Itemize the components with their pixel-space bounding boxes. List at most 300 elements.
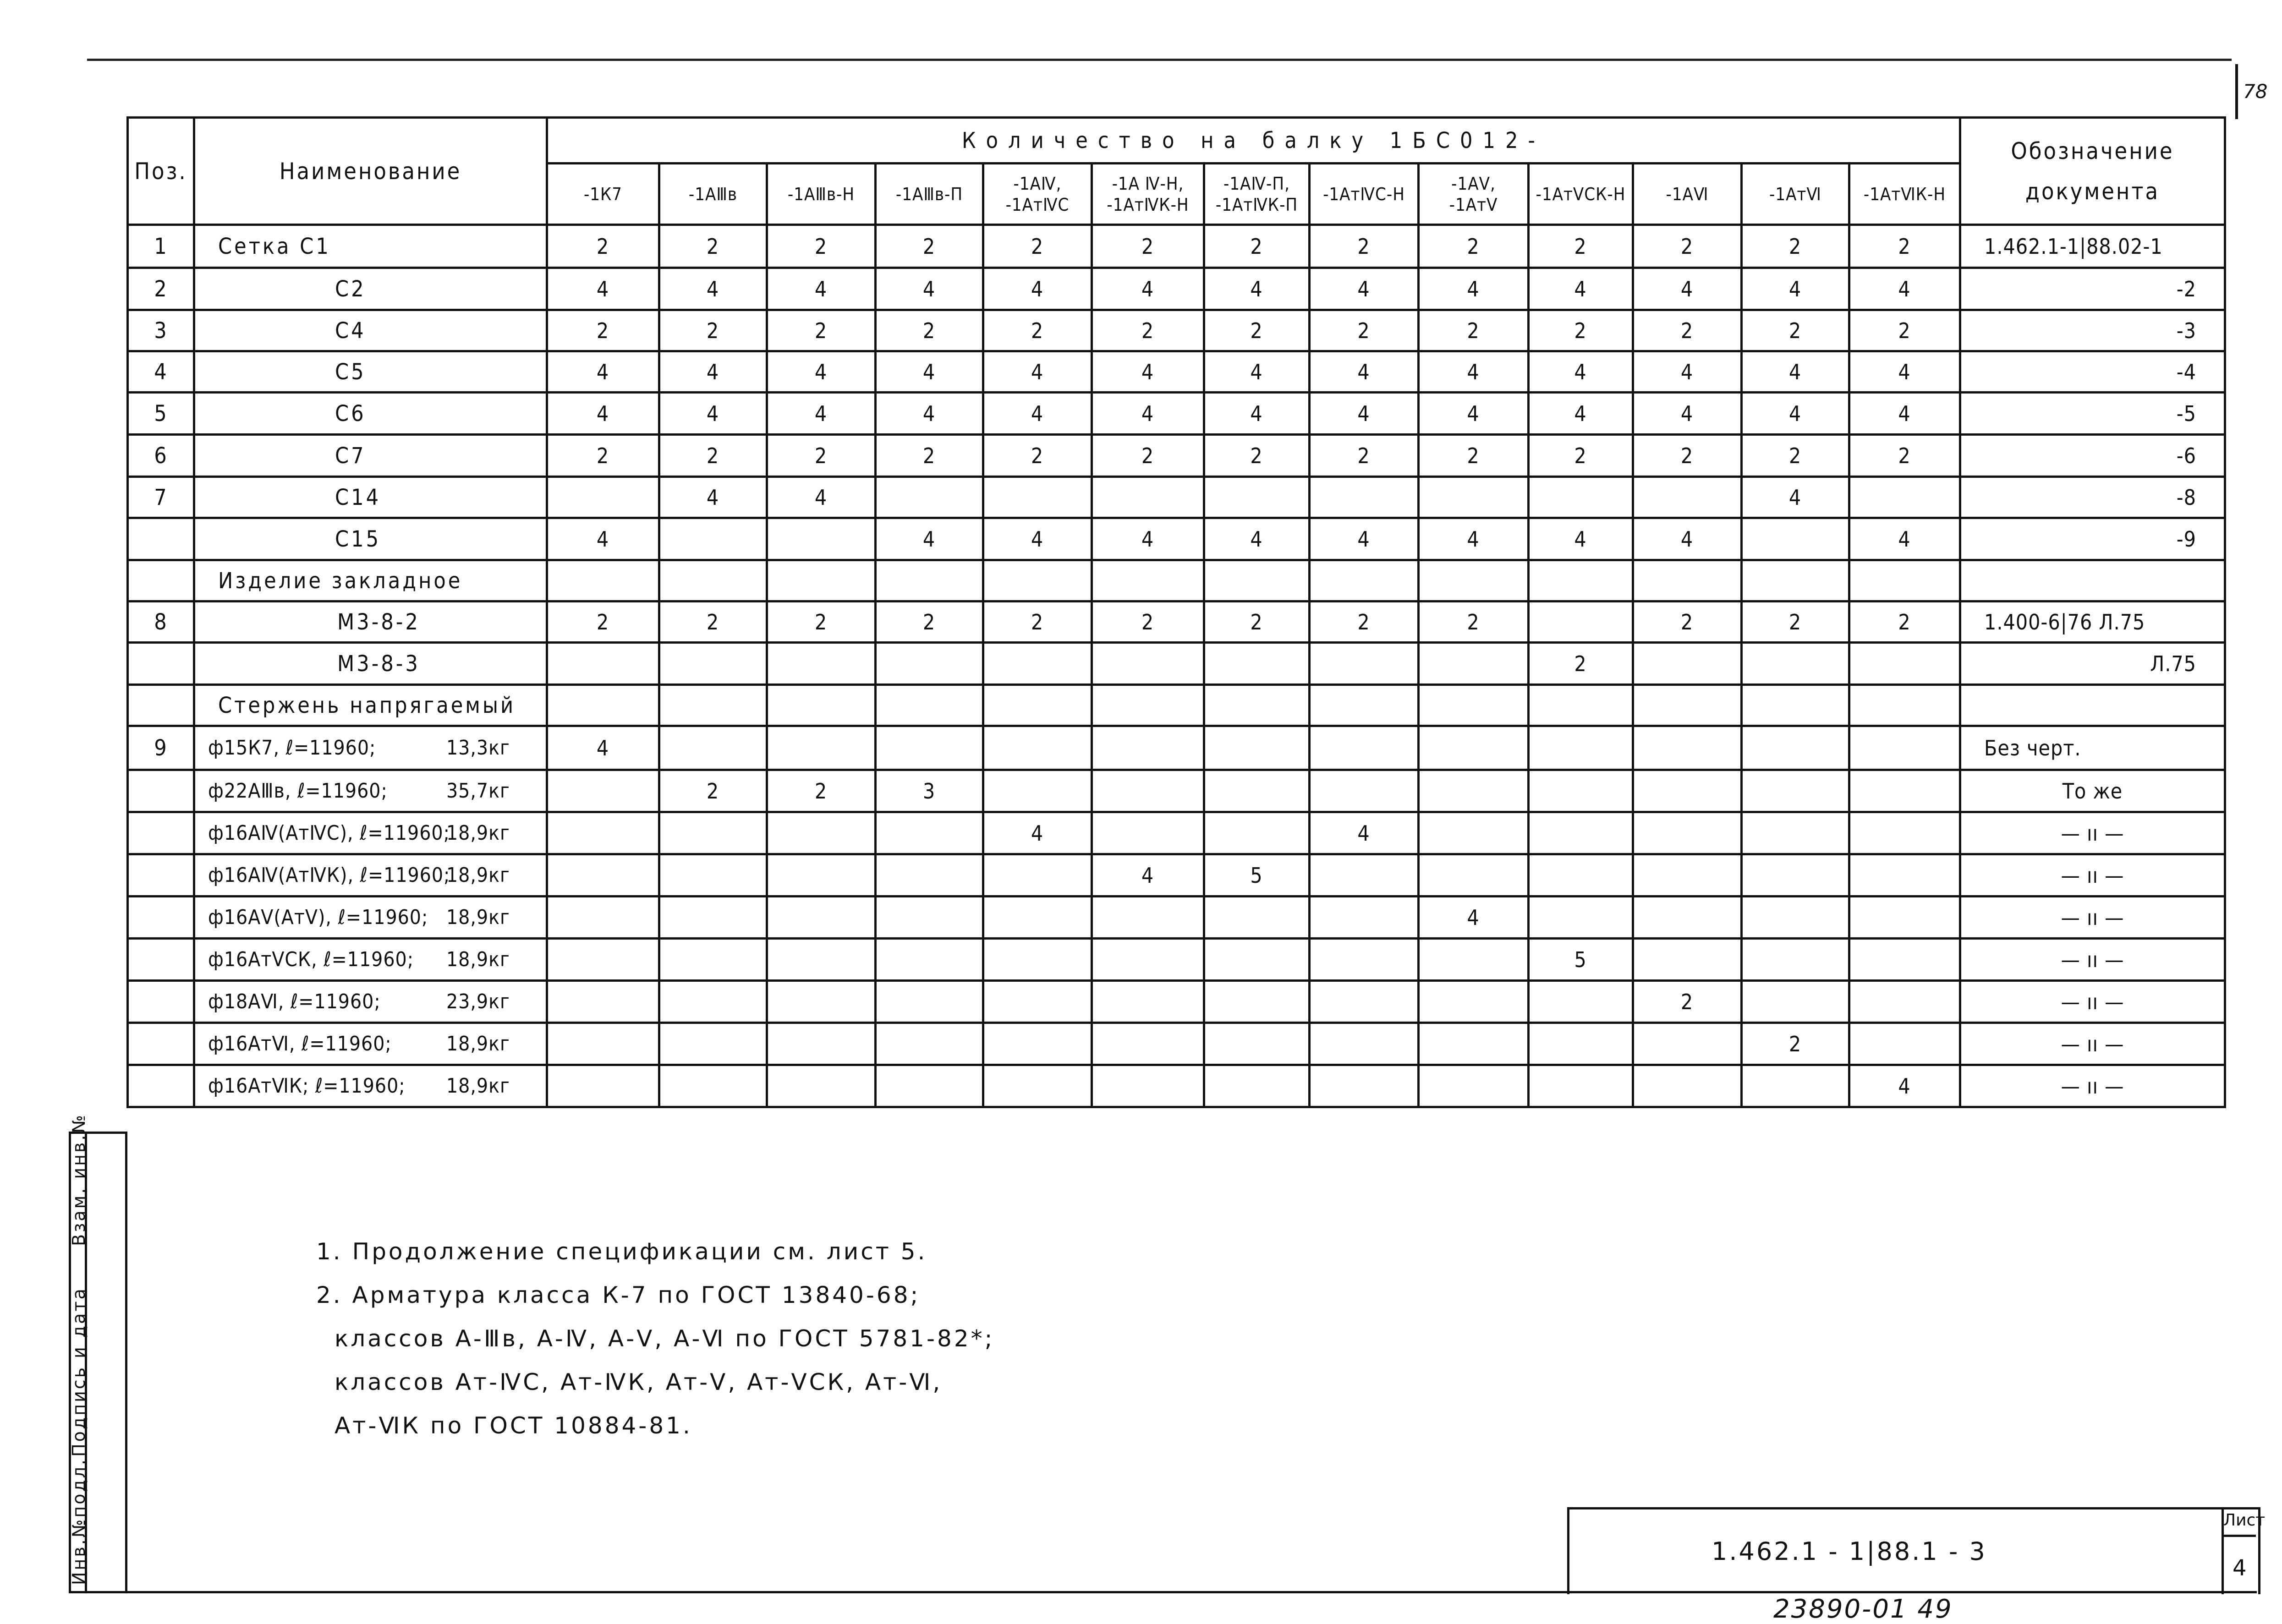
- qty-cell: 2: [1419, 225, 1529, 268]
- qty-cell: 2: [1092, 601, 1204, 643]
- qty-cell: 2: [1633, 225, 1742, 268]
- qty-cell: [1849, 726, 1960, 770]
- qty-cell: 2: [1849, 225, 1960, 268]
- qty-cell: [1310, 726, 1419, 770]
- table-row: [128, 1065, 2225, 1107]
- row-pos: [128, 1023, 194, 1065]
- table-row: [128, 981, 2225, 1023]
- qty-cell: 4: [1529, 518, 1633, 560]
- row-name: [194, 1065, 547, 1107]
- qty-cell: 2: [1419, 435, 1529, 477]
- row-name: [194, 770, 547, 812]
- qty-cell: 4: [1633, 268, 1742, 310]
- qty-cell: [876, 560, 983, 601]
- qty-cell: 4: [767, 268, 876, 310]
- qty-cell: [1092, 685, 1204, 726]
- row-pos: 9: [128, 726, 194, 770]
- row-pos: 4: [128, 351, 194, 393]
- row-name: М3-8-2: [194, 601, 547, 643]
- header-variant-line: -1АⅣ,: [1013, 173, 1062, 194]
- header-variant-line: -1АтⅣС: [1005, 194, 1070, 215]
- row-document: — ıı —: [1960, 854, 2225, 897]
- qty-cell: [983, 726, 1092, 770]
- table-row: [128, 435, 2225, 477]
- qty-cell: [1849, 643, 1960, 685]
- qty-cell: 2: [767, 225, 876, 268]
- qty-cell: [1849, 1023, 1960, 1065]
- header-variant-line: -1АтⅣС-Н: [1323, 184, 1405, 204]
- qty-cell: 2: [659, 601, 767, 643]
- qty-cell: [767, 939, 876, 981]
- qty-cell: 2: [1633, 601, 1742, 643]
- qty-cell: 2: [1204, 225, 1310, 268]
- header-variant-4: [876, 164, 983, 225]
- qty-cell: [659, 726, 767, 770]
- qty-cell: 2: [1204, 435, 1310, 477]
- qty-cell: [1849, 981, 1960, 1023]
- qty-cell: [1092, 812, 1204, 854]
- qty-cell: [767, 643, 876, 685]
- qty-cell: [1204, 939, 1310, 981]
- qty-cell: [1529, 981, 1633, 1023]
- qty-cell: [767, 518, 876, 560]
- bar-mass: 18,9кг: [446, 948, 510, 971]
- qty-cell: [1204, 812, 1310, 854]
- qty-cell: 2: [1529, 643, 1633, 685]
- qty-cell: 4: [1092, 518, 1204, 560]
- qty-cell: [983, 560, 1092, 601]
- row-name: [194, 726, 547, 770]
- qty-cell: 4: [1092, 351, 1204, 393]
- qty-cell: 4: [876, 393, 983, 435]
- header-variant-5: [983, 164, 1092, 225]
- qty-cell: [1849, 939, 1960, 981]
- row-document: 1.400-6|76 Л.75: [1960, 601, 2225, 643]
- qty-cell: 2: [1742, 225, 1849, 268]
- note-2-line-4: Ат-ⅥК по ГОСТ 10884-81.: [335, 1412, 692, 1439]
- qty-cell: [547, 939, 659, 981]
- header-variant-8: [1310, 164, 1419, 225]
- header-variant-1: [547, 164, 659, 225]
- row-name: С5: [194, 351, 547, 393]
- qty-cell: [1419, 726, 1529, 770]
- header-variant-12: [1742, 164, 1849, 225]
- qty-cell: [1419, 981, 1529, 1023]
- notes-block: [316, 1230, 995, 1448]
- document-code: 1.462.1 - 1|88.1 - 3: [1712, 1537, 1987, 1566]
- qty-cell: 3: [876, 770, 983, 812]
- row-document: -6: [1960, 435, 2225, 477]
- qty-cell: [1742, 981, 1849, 1023]
- row-name: С4: [194, 310, 547, 351]
- qty-cell: [1742, 897, 1849, 939]
- qty-cell: 4: [876, 518, 983, 560]
- table-row: [128, 351, 2225, 393]
- qty-cell: [1204, 477, 1310, 518]
- row-pos: 7: [128, 477, 194, 518]
- qty-cell: 2: [876, 601, 983, 643]
- qty-cell: 4: [1742, 351, 1849, 393]
- qty-cell: [876, 812, 983, 854]
- qty-cell: [1092, 560, 1204, 601]
- header-variant-13: [1849, 164, 1960, 225]
- qty-cell: 4: [1204, 268, 1310, 310]
- qty-cell: [1204, 1065, 1310, 1107]
- row-name: С6: [194, 393, 547, 435]
- table-row: [128, 477, 2225, 518]
- qty-cell: 2: [1310, 310, 1419, 351]
- qty-cell: 4: [1529, 268, 1633, 310]
- qty-cell: [547, 981, 659, 1023]
- qty-cell: [659, 1023, 767, 1065]
- qty-cell: [767, 897, 876, 939]
- qty-cell: [876, 981, 983, 1023]
- row-document: То же: [1960, 770, 2225, 812]
- header-variant-line: -1АⅣ-П,: [1223, 173, 1290, 194]
- row-pos: 8: [128, 601, 194, 643]
- specification-table: [126, 116, 2226, 1108]
- qty-cell: [1419, 477, 1529, 518]
- qty-cell: 4: [1742, 477, 1849, 518]
- qty-cell: 2: [1742, 310, 1849, 351]
- qty-cell: 4: [1419, 897, 1529, 939]
- header-variant-line: -1АтⅥ: [1769, 184, 1821, 204]
- qty-cell: [1849, 477, 1960, 518]
- row-pos: [128, 770, 194, 812]
- table-row: [128, 685, 2225, 726]
- qty-cell: [767, 812, 876, 854]
- qty-cell: [1092, 981, 1204, 1023]
- qty-cell: [1092, 1023, 1204, 1065]
- header-variant-3: [767, 164, 876, 225]
- qty-cell: 2: [1529, 435, 1633, 477]
- qty-cell: 4: [1849, 1065, 1960, 1107]
- qty-cell: [1310, 643, 1419, 685]
- qty-cell: [1633, 726, 1742, 770]
- row-name: [194, 897, 547, 939]
- qty-cell: [1529, 601, 1633, 643]
- qty-cell: [1742, 770, 1849, 812]
- top-border-line: [87, 59, 2232, 61]
- qty-cell: 2: [659, 435, 767, 477]
- qty-cell: [1633, 854, 1742, 897]
- qty-cell: 2: [659, 225, 767, 268]
- qty-cell: 2: [1742, 601, 1849, 643]
- row-name: С14: [194, 477, 547, 518]
- header-variant-line: -1АⅢв-Н: [787, 184, 855, 204]
- qty-cell: 5: [1204, 854, 1310, 897]
- qty-cell: 2: [767, 601, 876, 643]
- row-document: — ıı —: [1960, 1023, 2225, 1065]
- qty-cell: 4: [547, 393, 659, 435]
- qty-cell: [1204, 643, 1310, 685]
- bar-mass: 18,9кг: [446, 1074, 510, 1098]
- qty-cell: [1310, 1023, 1419, 1065]
- qty-cell: [1204, 685, 1310, 726]
- qty-cell: [1633, 477, 1742, 518]
- qty-cell: [876, 643, 983, 685]
- qty-cell: 2: [1633, 310, 1742, 351]
- qty-cell: [1310, 897, 1419, 939]
- qty-cell: 2: [1849, 435, 1960, 477]
- qty-cell: 4: [1742, 268, 1849, 310]
- header-variant-6: [1092, 164, 1204, 225]
- qty-cell: [1204, 897, 1310, 939]
- table-row: [128, 897, 2225, 939]
- bar-designation: ф16АⅤ(АтⅤ), ℓ=11960;: [208, 906, 428, 929]
- qty-cell: [1092, 939, 1204, 981]
- side-label-inv-podl: Инв.№подл.: [69, 1457, 89, 1585]
- qty-cell: [1633, 560, 1742, 601]
- qty-cell: [1419, 560, 1529, 601]
- header-variant-line: -1АтⅤ: [1449, 194, 1498, 215]
- row-document: -2: [1960, 268, 2225, 310]
- qty-cell: 4: [659, 393, 767, 435]
- qty-cell: [983, 1023, 1092, 1065]
- qty-cell: [876, 939, 983, 981]
- qty-cell: [659, 981, 767, 1023]
- qty-cell: [1092, 726, 1204, 770]
- bar-designation: ф16АтⅤСК, ℓ=11960;: [208, 948, 414, 971]
- qty-cell: [547, 1023, 659, 1065]
- qty-cell: 2: [1204, 310, 1310, 351]
- row-document: -4: [1960, 351, 2225, 393]
- qty-cell: [1419, 939, 1529, 981]
- row-name: С15: [194, 518, 547, 560]
- qty-cell: [547, 685, 659, 726]
- qty-cell: [659, 854, 767, 897]
- row-document: -9: [1960, 518, 2225, 560]
- row-pos: [128, 854, 194, 897]
- frame-corner-tick: [2235, 64, 2238, 119]
- qty-cell: [1529, 897, 1633, 939]
- bar-designation: ф18АⅥ, ℓ=11960;: [208, 990, 381, 1013]
- row-name: Изделие закладное: [194, 560, 547, 601]
- qty-cell: [1419, 1065, 1529, 1107]
- qty-cell: [983, 939, 1092, 981]
- header-designation-line2: документа: [2025, 178, 2160, 205]
- qty-cell: 2: [547, 601, 659, 643]
- qty-cell: [1419, 1023, 1529, 1065]
- table-row: [128, 601, 2225, 643]
- row-document: -3: [1960, 310, 2225, 351]
- qty-cell: [1633, 1065, 1742, 1107]
- row-name: Сетка С1: [194, 225, 547, 268]
- qty-cell: 2: [1310, 435, 1419, 477]
- qty-cell: [983, 981, 1092, 1023]
- qty-cell: [1092, 477, 1204, 518]
- sheet-separator: [2222, 1535, 2256, 1537]
- qty-cell: [1633, 770, 1742, 812]
- row-document: [1960, 560, 2225, 601]
- qty-cell: [547, 770, 659, 812]
- qty-cell: [1742, 726, 1849, 770]
- qty-cell: 4: [983, 268, 1092, 310]
- table-row: [128, 225, 2225, 268]
- qty-cell: [1310, 1065, 1419, 1107]
- table-row: [128, 310, 2225, 351]
- header-variant-line: -1АтⅣК-П: [1215, 194, 1298, 215]
- table-row: [128, 939, 2225, 981]
- qty-cell: [876, 477, 983, 518]
- row-pos: 6: [128, 435, 194, 477]
- qty-cell: [1204, 560, 1310, 601]
- qty-cell: [876, 1065, 983, 1107]
- qty-cell: [983, 897, 1092, 939]
- header-designation: [1960, 118, 2225, 225]
- qty-cell: 2: [983, 310, 1092, 351]
- qty-cell: [983, 854, 1092, 897]
- qty-cell: 4: [1633, 518, 1742, 560]
- qty-cell: 4: [1310, 812, 1419, 854]
- table-row: [128, 643, 2225, 685]
- header-variant-line: -1А Ⅳ-Н,: [1112, 173, 1184, 194]
- header-pos: Поз.: [128, 118, 194, 225]
- table-row: [128, 726, 2225, 770]
- row-pos: 3: [128, 310, 194, 351]
- qty-cell: [659, 518, 767, 560]
- qty-cell: 4: [767, 351, 876, 393]
- qty-cell: [1529, 1065, 1633, 1107]
- qty-cell: [659, 643, 767, 685]
- row-name: [194, 1023, 547, 1065]
- row-pos: [128, 897, 194, 939]
- qty-cell: 2: [547, 225, 659, 268]
- qty-cell: 4: [983, 812, 1092, 854]
- qty-cell: 4: [983, 351, 1092, 393]
- qty-cell: 4: [1849, 268, 1960, 310]
- row-name: [194, 939, 547, 981]
- qty-cell: [659, 939, 767, 981]
- bar-mass: 18,9кг: [446, 906, 510, 929]
- header-variant-line: -1АⅥ: [1666, 184, 1709, 204]
- qty-cell: 4: [547, 518, 659, 560]
- qty-cell: [876, 854, 983, 897]
- qty-cell: [547, 1065, 659, 1107]
- qty-cell: [1204, 726, 1310, 770]
- qty-cell: 4: [1204, 393, 1310, 435]
- qty-cell: 4: [1419, 518, 1529, 560]
- qty-cell: [1310, 477, 1419, 518]
- row-document: — ıı —: [1960, 981, 2225, 1023]
- qty-cell: [659, 812, 767, 854]
- qty-cell: [1529, 1023, 1633, 1065]
- qty-cell: 2: [1849, 310, 1960, 351]
- qty-cell: 4: [1310, 518, 1419, 560]
- qty-cell: [659, 685, 767, 726]
- qty-cell: 4: [1419, 393, 1529, 435]
- table-row: [128, 812, 2225, 854]
- bar-mass: 18,9кг: [446, 864, 510, 887]
- header-variant-9: [1419, 164, 1529, 225]
- qty-cell: 2: [1310, 601, 1419, 643]
- qty-cell: [1529, 477, 1633, 518]
- header-designation-line1: Обозначение: [2011, 137, 2174, 164]
- qty-cell: 4: [1092, 393, 1204, 435]
- qty-cell: 2: [767, 770, 876, 812]
- qty-cell: 2: [1633, 435, 1742, 477]
- qty-cell: [1529, 812, 1633, 854]
- bar-designation: ф22АⅢв, ℓ=11960;: [208, 779, 388, 803]
- qty-cell: 4: [1092, 268, 1204, 310]
- row-pos: [128, 560, 194, 601]
- row-pos: [128, 518, 194, 560]
- qty-cell: 2: [983, 225, 1092, 268]
- qty-cell: 4: [1204, 518, 1310, 560]
- sheet-number: 4: [2233, 1555, 2247, 1581]
- table-row: [128, 268, 2225, 310]
- qty-cell: [1204, 1023, 1310, 1065]
- qty-cell: [1092, 770, 1204, 812]
- qty-cell: 4: [767, 477, 876, 518]
- qty-cell: 4: [1419, 268, 1529, 310]
- qty-cell: [876, 1023, 983, 1065]
- header-variant-7: [1204, 164, 1310, 225]
- header-variant-line: -1АⅢв-П: [895, 184, 963, 204]
- qty-cell: 4: [659, 268, 767, 310]
- qty-cell: 2: [659, 770, 767, 812]
- qty-cell: 4: [767, 393, 876, 435]
- header-variant-10: [1529, 164, 1633, 225]
- qty-cell: [1742, 812, 1849, 854]
- bar-mass: 23,9кг: [446, 990, 510, 1013]
- qty-cell: [1633, 685, 1742, 726]
- bar-mass: 13,3кг: [446, 736, 510, 760]
- qty-cell: 2: [1529, 225, 1633, 268]
- qty-cell: 2: [1204, 601, 1310, 643]
- qty-cell: 4: [547, 268, 659, 310]
- qty-cell: [1310, 939, 1419, 981]
- row-pos: [128, 685, 194, 726]
- qty-cell: 2: [1092, 310, 1204, 351]
- qty-cell: [1849, 560, 1960, 601]
- archive-number: 23890-01 49: [1773, 1594, 1953, 1624]
- row-document: — ıı —: [1960, 1065, 2225, 1107]
- qty-cell: 4: [1419, 351, 1529, 393]
- qty-cell: 2: [547, 310, 659, 351]
- qty-cell: [1419, 812, 1529, 854]
- page-corner-number: 78: [2243, 80, 2268, 103]
- table-row: [128, 854, 2225, 897]
- qty-cell: [983, 1065, 1092, 1107]
- qty-cell: 4: [659, 477, 767, 518]
- qty-cell: [547, 812, 659, 854]
- qty-cell: 2: [876, 310, 983, 351]
- qty-cell: [1529, 770, 1633, 812]
- qty-cell: [1529, 685, 1633, 726]
- qty-cell: [659, 560, 767, 601]
- qty-cell: [1419, 854, 1529, 897]
- row-document: [1960, 685, 2225, 726]
- qty-cell: [1742, 1065, 1849, 1107]
- row-document: Без черт.: [1960, 726, 2225, 770]
- note-1: 1. Продолжение спецификации см. лист 5.: [316, 1238, 927, 1265]
- qty-cell: 2: [767, 310, 876, 351]
- header-variant-line: -1АтⅥК-Н: [1863, 184, 1946, 204]
- qty-cell: [1204, 770, 1310, 812]
- qty-cell: 4: [659, 351, 767, 393]
- qty-cell: 4: [983, 518, 1092, 560]
- qty-cell: [1633, 643, 1742, 685]
- qty-cell: [876, 726, 983, 770]
- qty-cell: 2: [767, 435, 876, 477]
- qty-cell: [983, 770, 1092, 812]
- qty-cell: [1742, 685, 1849, 726]
- qty-cell: 5: [1529, 939, 1633, 981]
- qty-cell: 4: [1092, 854, 1204, 897]
- qty-cell: [1310, 685, 1419, 726]
- row-document: — ıı —: [1960, 812, 2225, 854]
